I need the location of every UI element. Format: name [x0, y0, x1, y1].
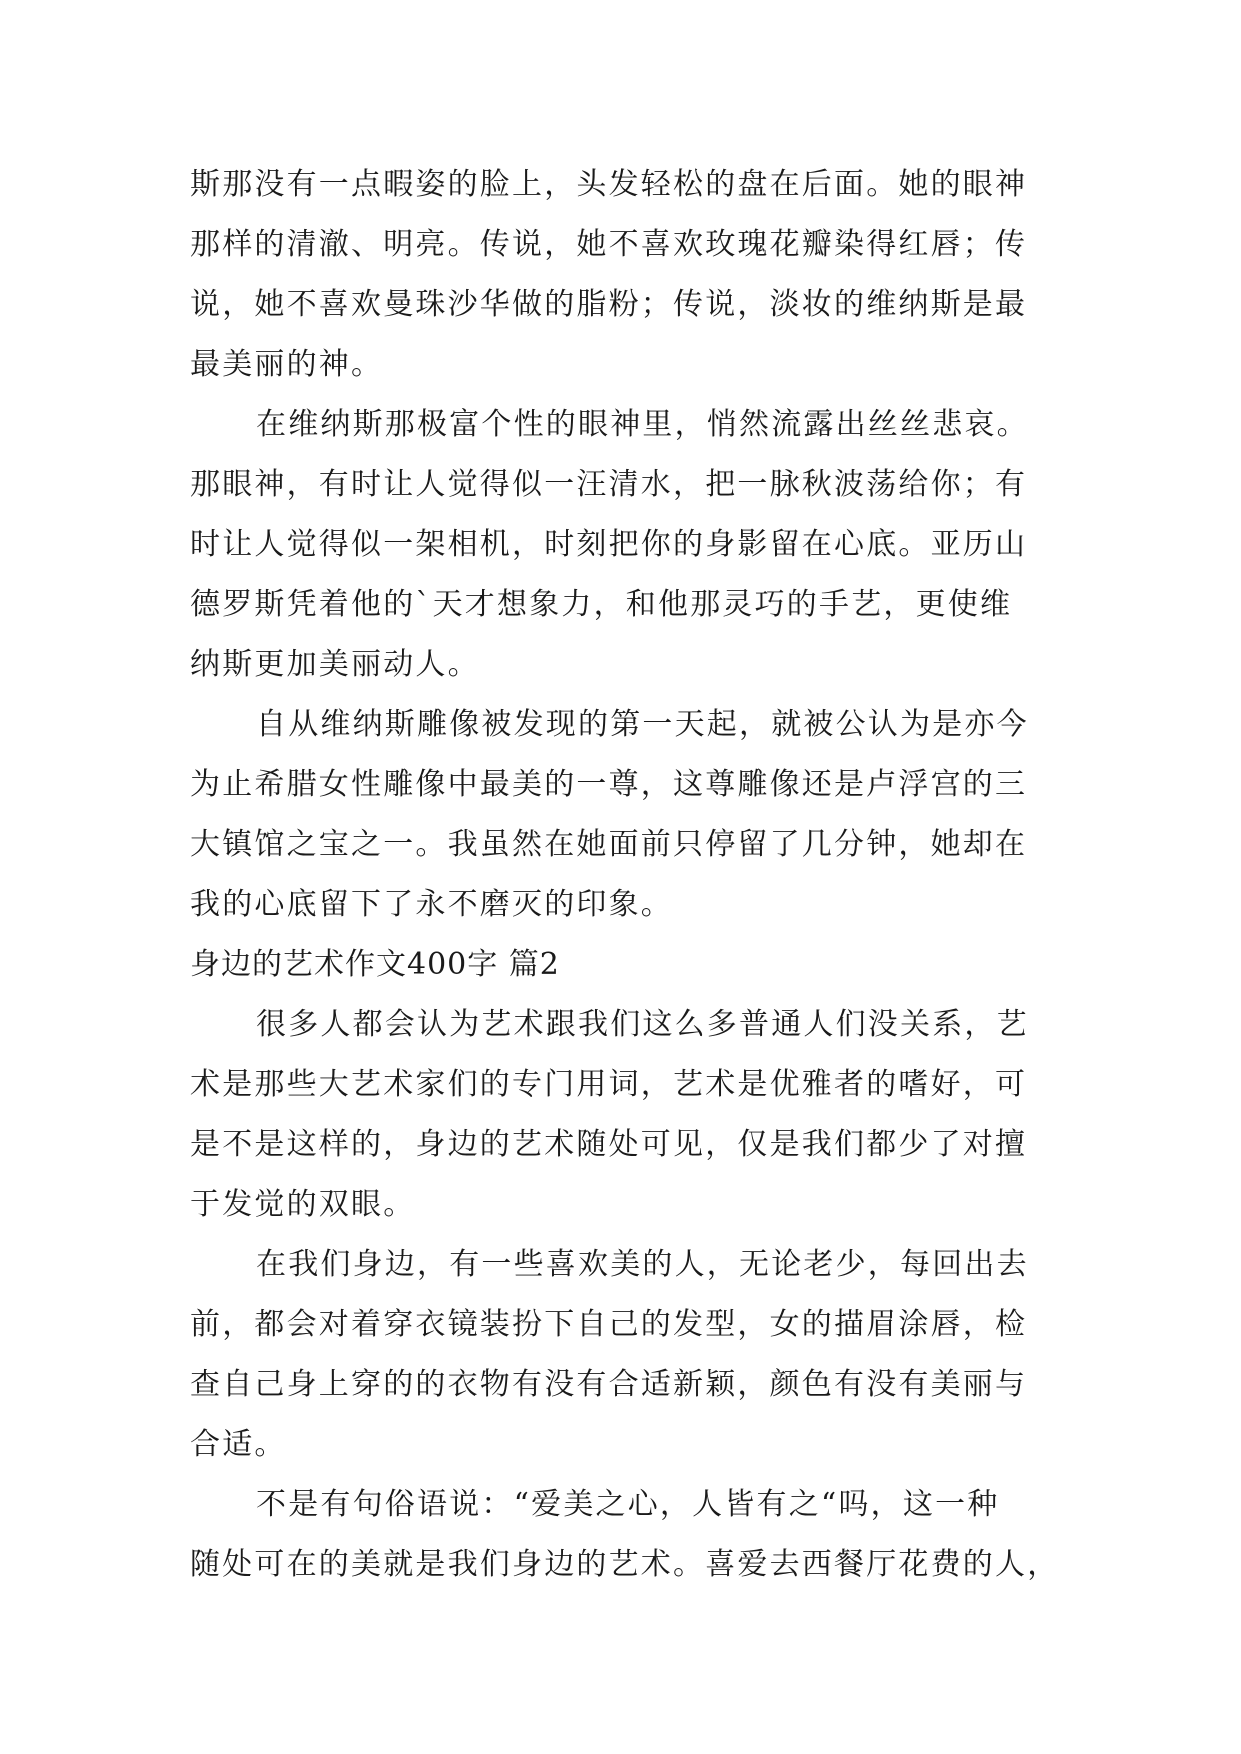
paragraph: [190, 1235, 1060, 1475]
text-line: 是不是这样的，身边的艺术随处可见，仅是我们都少了对擅: [190, 1127, 1028, 1162]
text-line: 那样的清澈、明亮。传说，她不喜欢玫瑰花瓣染得红唇；传: [190, 227, 1028, 262]
text-line: 随处可在的美就是我们身边的艺术。喜爱去西餐厅花费的人，: [190, 1547, 1060, 1582]
text-line: 大镇馆之宝之一。我虽然在她面前只停留了几分钟，她却在: [190, 827, 1028, 862]
text-line: 不是有句俗语说：“爱美之心，人皆有之“吗，这一种: [256, 1487, 1000, 1522]
paragraph: [190, 1475, 1060, 1595]
text-line: 纳斯更加美丽动人。: [190, 647, 480, 682]
text-line: 说，她不喜欢曼珠沙华做的脂粉；传说，淡妆的维纳斯是最: [190, 287, 1028, 322]
text-line: 时让人觉得似一架相机，时刻把你的身影留在心底。亚历山: [190, 527, 1028, 562]
text-line: 为止希腊女性雕像中最美的一尊，这尊雕像还是卢浮宫的三: [190, 767, 1028, 802]
text-line: 那眼神，有时让人觉得似一汪清水，把一脉秋波荡给你；有: [190, 467, 1028, 502]
text-line: 前，都会对着穿衣镜装扮下自己的发型，女的描眉涂唇，检: [190, 1307, 1028, 1342]
text-line: 在我们身边，有一些喜欢美的人，无论老少，每回出去: [256, 1247, 1029, 1282]
text-line: 最美丽的神。: [190, 347, 384, 382]
text-line: 我的心底留下了永不磨灭的印象。: [190, 887, 673, 922]
document-page: [190, 155, 1060, 1595]
text-line: 合适。: [190, 1427, 287, 1462]
paragraph: [190, 695, 1060, 935]
text-line: 术是那些大艺术家们的专门用词，艺术是优雅者的嗜好，可: [190, 1067, 1028, 1102]
text-line: 斯那没有一点暇姿的脸上，头发轻松的盘在后面。她的眼神: [190, 167, 1028, 202]
paragraph: [190, 155, 1060, 395]
paragraph: [190, 395, 1060, 695]
article-heading: 身边的艺术作文400字 篇2: [190, 947, 560, 982]
text-line: 自从维纳斯雕像被发现的第一天起，就被公认为是亦今: [256, 707, 1029, 742]
text-line: 在维纳斯那极富个性的眼神里，悄然流露出丝丝悲哀。: [256, 407, 1029, 442]
text-line: 查自己身上穿的的衣物有没有合适新颖，颜色有没有美丽与: [190, 1367, 1028, 1402]
text-line: 德罗斯凭着他的`天才想象力，和他那灵巧的手艺，更使维: [190, 587, 1013, 622]
text-line: 于发觉的双眼。: [190, 1187, 416, 1222]
text-line: 很多人都会认为艺术跟我们这么多普通人们没关系，艺: [256, 1007, 1029, 1042]
paragraph: [190, 995, 1060, 1235]
